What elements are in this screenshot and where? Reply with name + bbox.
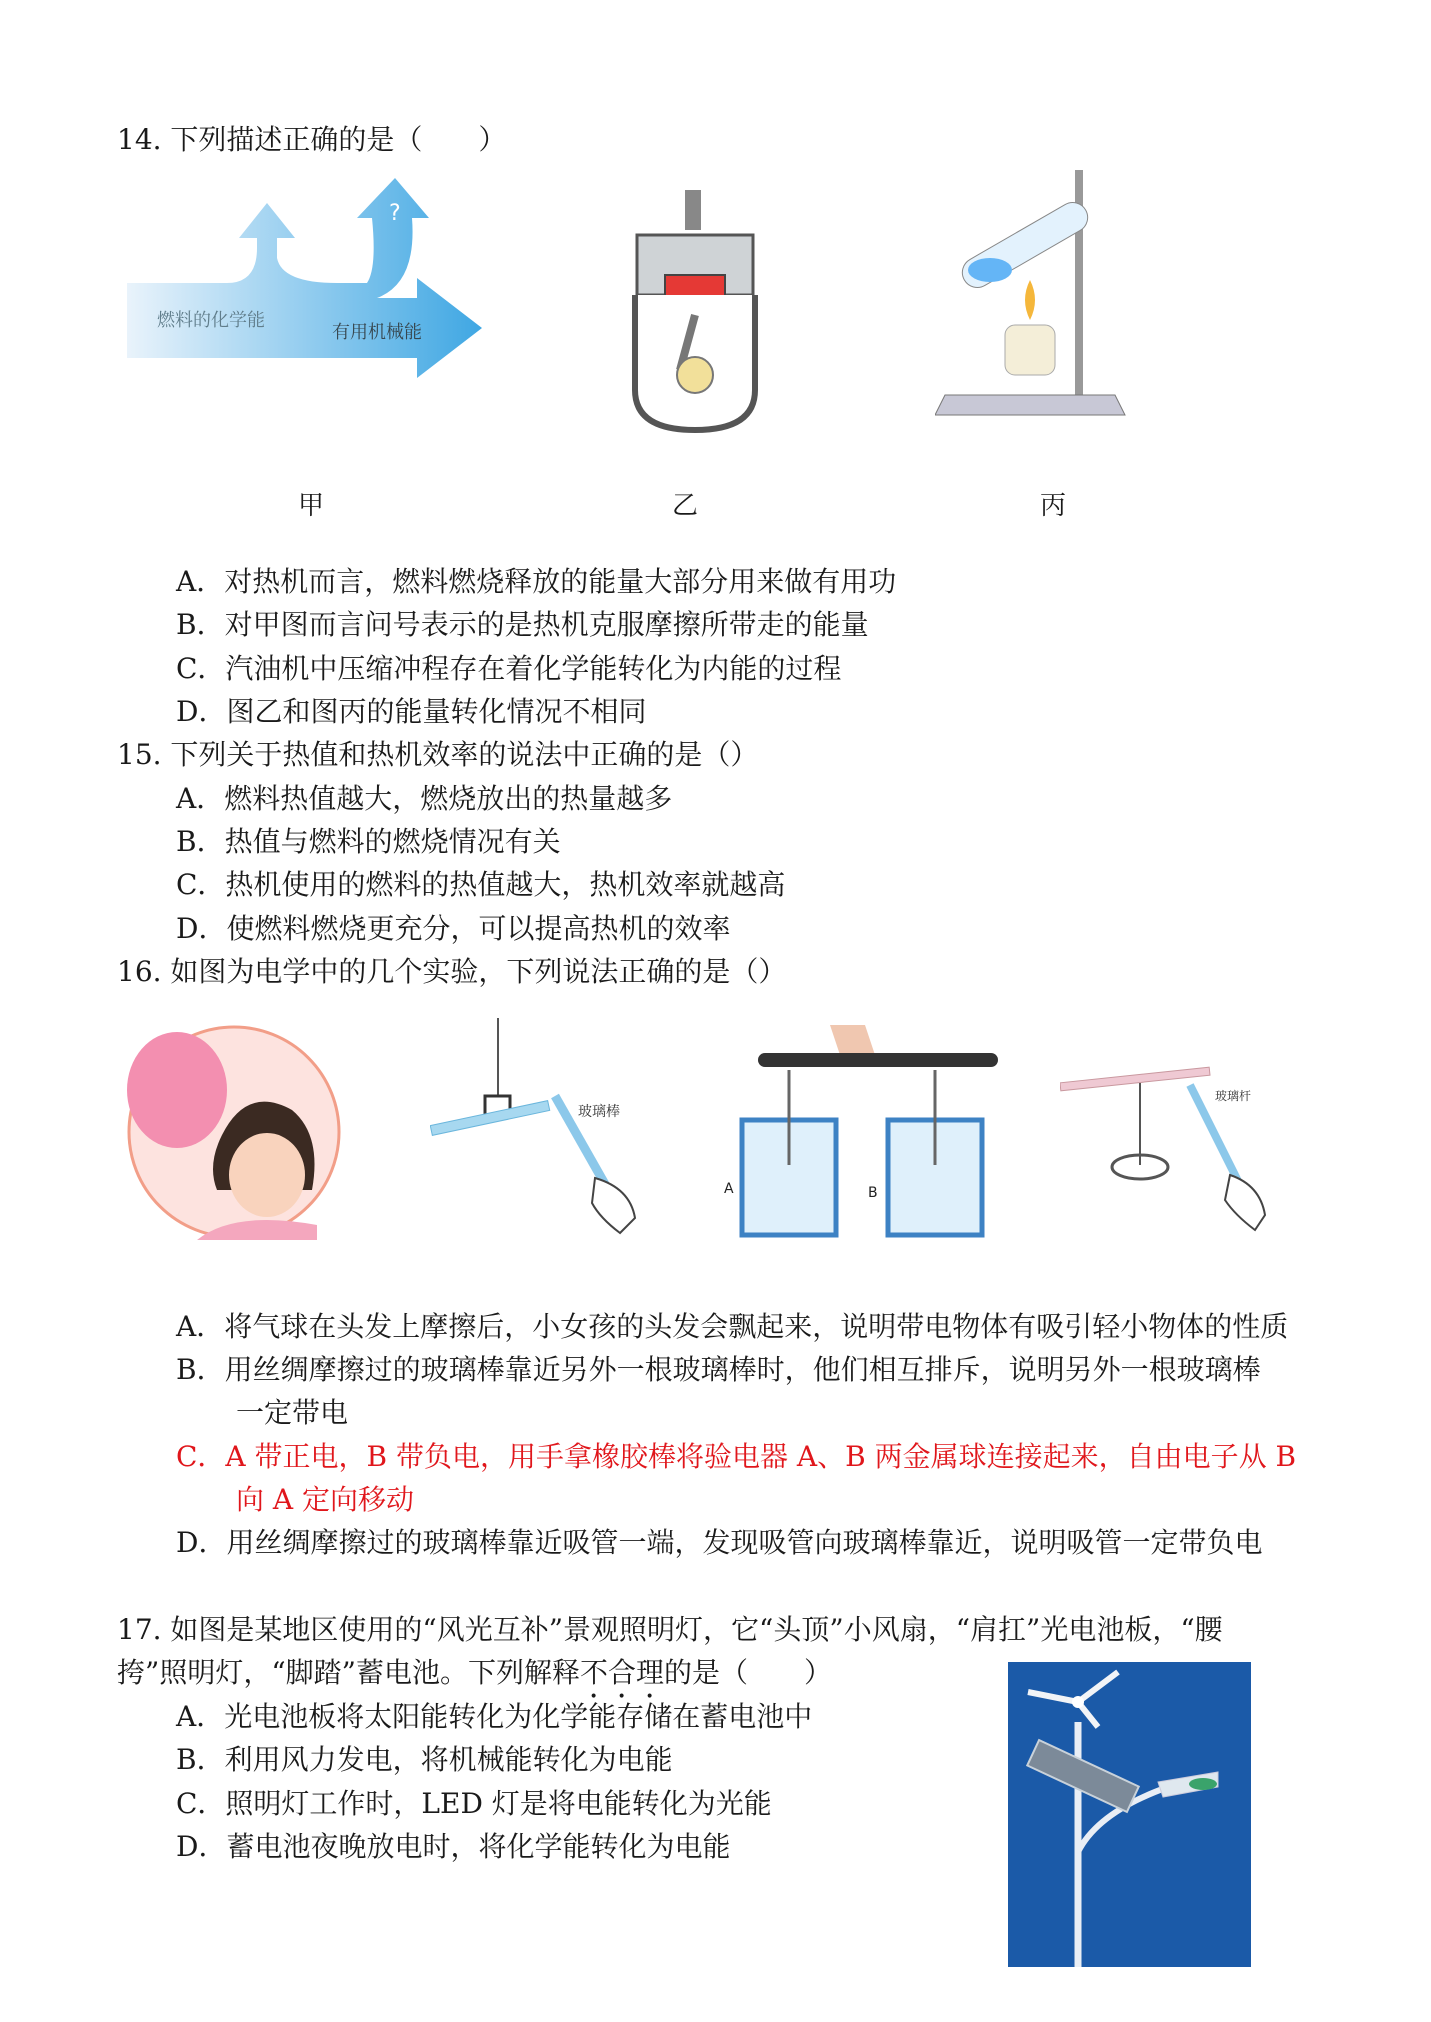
caption-yi: 乙	[672, 491, 699, 521]
q16-option-b-line2: 一定带电	[236, 1396, 349, 1429]
arrow-label-mechanical: 有用机械能	[332, 322, 422, 343]
q17-option-c: C．照明灯工作时，LED 灯是将电能转化为光能	[176, 1787, 772, 1820]
caption-jia: 甲	[298, 491, 325, 521]
q14-option-a: A．对热机而言，燃料燃烧释放的能量大部分用来做有用功	[176, 565, 897, 598]
straw-rod-experiment	[1060, 1055, 1275, 1235]
q15-stem: 15. 下列关于热值和热机效率的说法中正确的是（）	[117, 738, 759, 771]
wind-solar-lamp-photo	[1008, 1662, 1251, 1967]
q14-option-d: D．图乙和图丙的能量转化情况不相同	[176, 695, 647, 728]
q16-option-b-line1: B．用丝绸摩擦过的玻璃棒靠近另外一根玻璃棒时，他们相互排斥，说明另外一根玻璃棒	[176, 1353, 1261, 1386]
engine-diagram	[625, 190, 765, 435]
glass-rod-experiment	[430, 1018, 645, 1238]
arrow-label-chemical: 燃料的化学能	[157, 310, 265, 331]
energy-flow-diagram	[117, 178, 487, 408]
balloon-girl-photo	[117, 1025, 352, 1240]
caption-bing: 丙	[1040, 491, 1067, 521]
q15-option-a: A．燃料热值越大，燃烧放出的热量越多	[176, 782, 673, 815]
question-mark: ?	[389, 201, 401, 226]
q17-option-d: D．蓄电池夜晚放电时，将化学能转化为电能	[176, 1830, 731, 1863]
q14-option-b: B．对甲图而言问号表示的是热机克服摩擦所带走的能量	[176, 608, 869, 641]
q17-stem-part1: 挎”照明灯，“脚踏”蓄电池。下列解释	[117, 1656, 580, 1689]
q17-option-b: B．利用风力发电，将机械能转化为电能	[176, 1743, 673, 1776]
q17-option-a: A．光电池板将太阳能转化为化学能存储在蓄电池中	[176, 1700, 813, 1733]
q16-option-a: A．将气球在头发上摩擦后，小女孩的头发会飘起来，说明带电物体有吸引轻小物体的性质	[176, 1310, 1289, 1343]
rod-label-glass: 玻璃棒	[578, 1104, 620, 1120]
electroscope-label-a: A	[724, 1181, 734, 1197]
electroscope-experiment	[720, 1025, 1010, 1240]
electroscope-label-b: B	[868, 1185, 878, 1201]
q17-stem-emphasis: 不合理	[579, 1656, 664, 1689]
rod-label-glass-2: 玻璃杆	[1215, 1089, 1252, 1103]
q15-option-c: C．热机使用的燃料的热值越大，热机效率就越高	[176, 868, 786, 901]
q14-stem: 14. 下列描述正确的是（ ）	[117, 123, 507, 156]
q16-option-c-line1: C．A 带正电，B 带负电，用手拿橡胶棒将验电器 A、B 两金属球连接起来，自由电子从 B	[176, 1440, 1297, 1473]
q16-option-c-line2: 向 A 定向移动	[236, 1483, 415, 1516]
q17-stem-part2: 的是（ ）	[663, 1656, 832, 1689]
q15-option-d: D．使燃料燃烧更充分，可以提高热机的效率	[176, 912, 731, 945]
q15-option-b: B．热值与燃料的燃烧情况有关	[176, 825, 561, 858]
q17-stem-line1: 17. 如图是某地区使用的“风光互补”景观照明灯，它“头顶”小风扇，“肩扛”光电池板，“腰	[117, 1613, 1223, 1646]
q16-stem: 16. 如图为电学中的几个实验，下列说法正确的是（）	[117, 955, 787, 988]
q14-option-c: C．汽油机中压缩冲程存在着化学能转化为内能的过程	[176, 652, 842, 685]
test-tube-apparatus	[935, 170, 1135, 420]
q16-option-d: D．用丝绸摩擦过的玻璃棒靠近吸管一端，发现吸管向玻璃棒靠近，说明吸管一定带负电	[176, 1526, 1263, 1559]
